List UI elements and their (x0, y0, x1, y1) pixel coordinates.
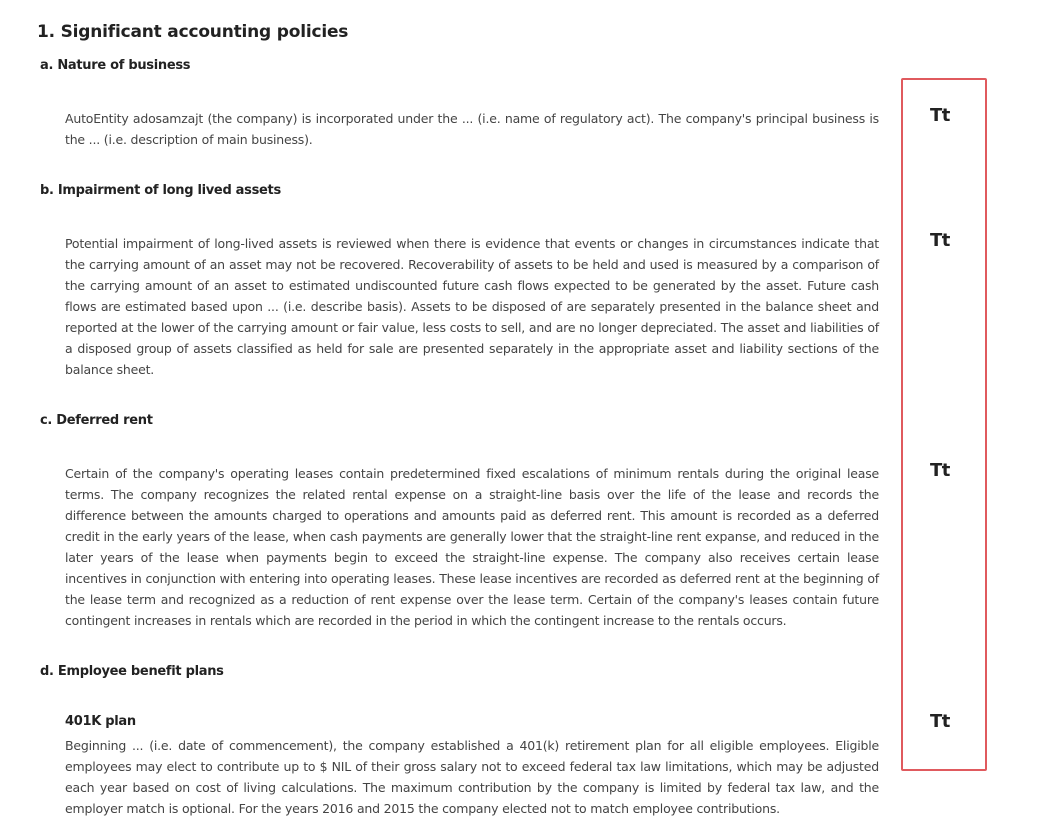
paragraph-impairment: Potential impairment of long-lived assets is reviewed when there is evidence that events or changes in circumstances indicate that the carrying amount of an asset may not be recovered. Recoverability of assets to be held and used is measured by a comparison of the carrying amount of an asset to estimated undiscounted future cash flows expected to be generated by the asset. Future cash flows are estimated based upon ... (i.e. describe basis). Assets to be disposed of are separately presented in the balance sheet and reported at the lower of the carrying amount or fair value, less costs to sell, and are no longer depreciated. The asset and liabilities of a disposed group of assets classified as held for sale are presented separately in the appropriate asset and liability sections of the balance sheet. (65, 236, 879, 377)
paragraph-401k: Beginning ... (i.e. date of commencement), the company established a 401(k) retirement plan for all eligible employees. Eligible employees may elect to contribute up to $ NIL of their gross salary not to exceed federal tax law limitations, which may be adjusted each year based on cost of living calculations. The maximum contribution by the company is limited by federal tax law, and the employer match is optional. For the years 2016 and 2015 the company elected not to match employee contributions. (65, 738, 879, 816)
section-heading-deferred-rent: c. Deferred rent (40, 413, 153, 428)
paragraph-deferred-rent: Certain of the company's operating leases contain predetermined fixed escalations of minimum rentals during the original lease terms. The company recognizes the related rental expense on a straight-line basis over the life of the lease and records the difference between the amounts charged to operations and amounts paid as deferred rent. This amount is recorded as a deferred credit in the early years of the lease, when cash payments are generally lower that the straight-line rent expanse, and reduced in the later years of the lease when payments begin to exceed the straight-line expense. The company also receives certain lease incentives in conjunction with entering into operating leases. These lease incentives are recorded as deferred rent at the beginning of the lease term and recognized as a reduction of rent expense over the lease term. Certain of the company's leases contain future contingent increases in rentals which are recorded in the period in which the contingent increase to the rentals occurs. (65, 466, 879, 628)
section-heading-employee-benefit: d. Employee benefit plans (40, 664, 224, 679)
section-heading-impairment: b. Impairment of long lived assets (40, 183, 281, 198)
text-style-icon[interactable]: Tt (930, 460, 950, 481)
paragraph-nature: AutoEntity adosamzajt (the company) is incorporated under the ... (i.e. name of regulatory act). The company's principal business is the ... (i.e. description of main business). (65, 111, 879, 147)
text-style-icon[interactable]: Tt (930, 105, 950, 126)
section-heading-nature: a. Nature of business (40, 58, 191, 73)
text-style-icon[interactable]: Tt (930, 711, 950, 732)
section-title: 1. Significant accounting policies (37, 22, 349, 42)
plan-title-401k: 401K plan (65, 714, 136, 729)
text-tools-sidebar (901, 78, 987, 771)
text-style-icon[interactable]: Tt (930, 230, 950, 251)
